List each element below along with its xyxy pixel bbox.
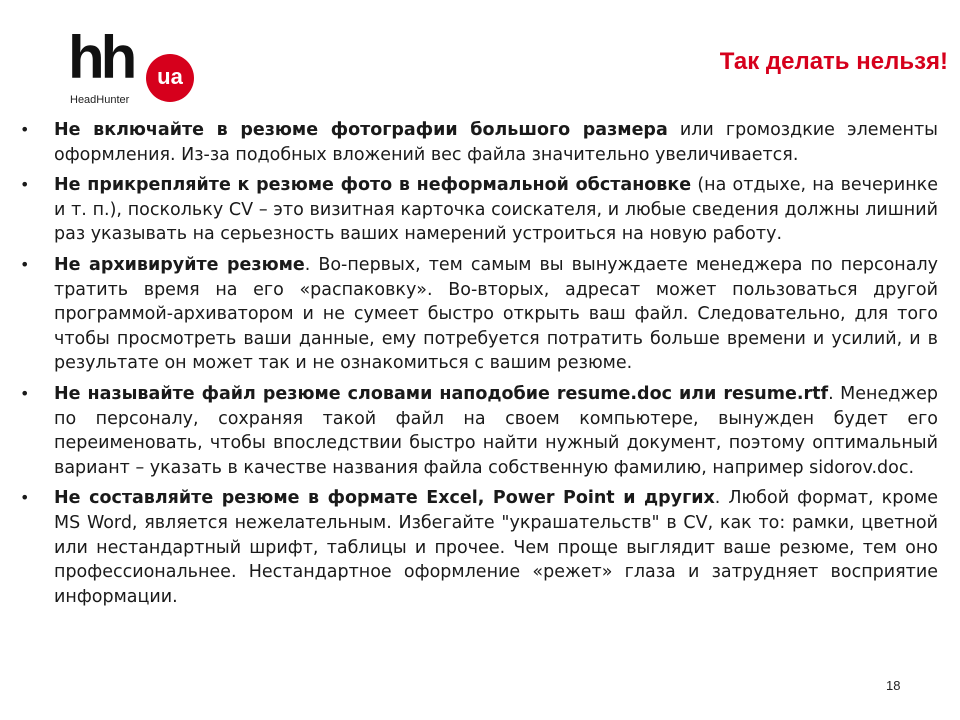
- rule-heading: Не архивируйте резюме: [54, 254, 305, 275]
- rule-heading: Не составляйте резюме в формате Excel, Power Point и других: [54, 488, 715, 509]
- rule-item-format: [20, 486, 938, 609]
- rule-text: . Во-первых, тем самым вы вынуждаете менеджера по персоналу тратить время на его «распаковку». Во-вторых, адресат может пользоваться другой программой-архиватором и не сумеет быстро открыть ваш файл. Следовательно, для того чтобы просмотреть ваши данные, ему потребуется потратить больше времени и усилий, и в результате он может так и не ознакомиться с вашим резюме.: [54, 254, 938, 374]
- rule-item-file-name: [20, 382, 938, 480]
- rule-item-archive: [20, 253, 938, 376]
- rule-heading: Не включайте в резюме фотографии большого размера: [54, 120, 668, 140]
- logo-hh-text: hh: [68, 24, 134, 91]
- rule-item-photo-size: [20, 118, 938, 167]
- rule-text: . Менеджер по персоналу, сохраняя такой файл на своем компьютере, вынужден будет его переименовать, чтобы впоследствии быстро найти нужный документ, поэтому оптимальный вариант – указать в качестве названия файла собственную фамилию, например sidorov.doc.: [54, 383, 938, 478]
- logo-subtitle: HeadHunter: [70, 94, 130, 106]
- rule-heading: Не прикрепляйте к резюме фото в неформальной обстановке: [54, 175, 692, 196]
- headhunter-logo: [68, 24, 208, 114]
- rule-text: . Любой формат, кроме MS Word, является нежелательным. Избегайте "украшательств" в CV, как то: рамки, цветной или нестандартный шрифт, таблицы и прочее. Чем проще выглядит ваше резюме, тем оно профессиональнее. Нестандартное оформление «режет» глаза и затрудняет восприятие информации.: [54, 488, 938, 607]
- rule-heading: Не называйте файл резюме словами наподобие resume.doc или resume.rtf: [54, 383, 829, 404]
- rule-text: (на отдыхе, на вечеринке и т. п.), поскольку CV – это визитная карточка соискателя, и любые сведения должны лишний раз указывать на серьезность ваших намерений устроиться на новую работу.: [54, 175, 939, 245]
- rule-item-informal-photo: [20, 173, 938, 247]
- rules-list: [20, 118, 938, 615]
- slide-title: Так делать нельзя!: [719, 48, 948, 75]
- rule-text: или громоздкие элементы оформления. Из-за подобных вложений вес файла значительно увеличивается.: [54, 120, 938, 165]
- logo-ua-badge: ua: [146, 54, 194, 102]
- page-number: 18: [886, 678, 901, 693]
